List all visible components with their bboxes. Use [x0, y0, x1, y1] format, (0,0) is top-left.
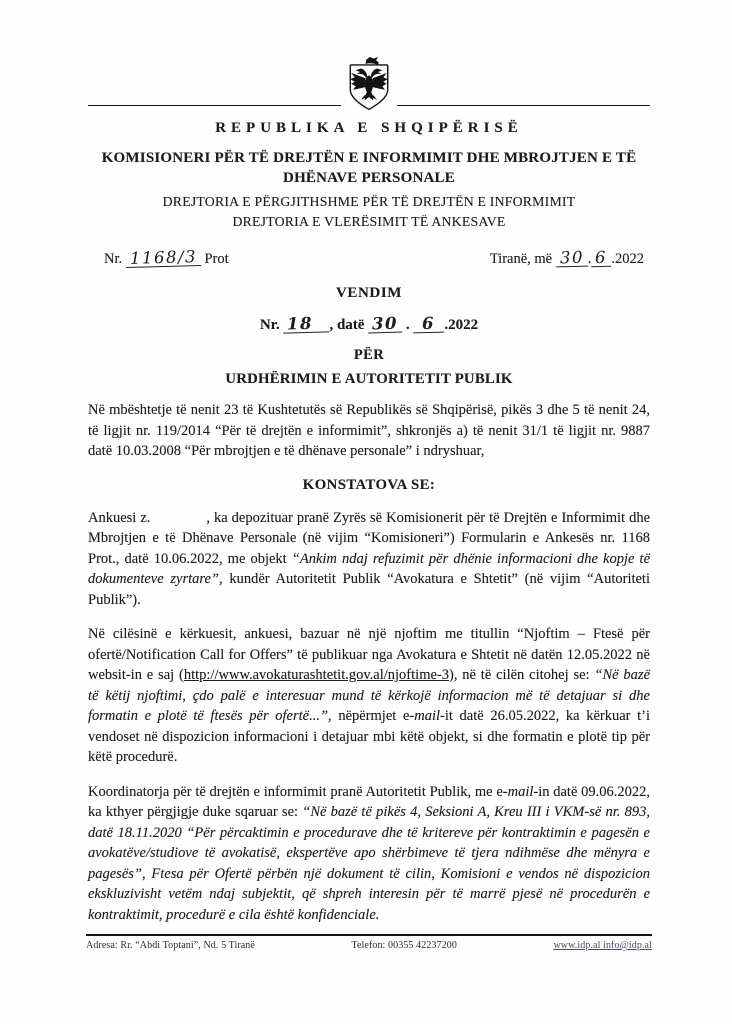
- directorate-general: DREJTORIA E PËRGJITHSHME PËR TË DREJTËN E INFORMIMIT: [162, 194, 576, 209]
- decision-month-handwritten: 6: [413, 317, 444, 334]
- footer-website-link[interactable]: www.idp.al info@idp.al: [553, 940, 652, 951]
- date-year: .2022: [611, 251, 644, 267]
- decision-number-line: [88, 313, 650, 334]
- decision-dot: .: [405, 317, 410, 333]
- page-footer: [86, 934, 652, 951]
- request-quote-italic: “Në bazë të këtij njoftimi, çdo palë e interesuar mund të kërkojë informacion më të detajuar si dhe formatin e plotë të ftesës për ofertë...”: [88, 667, 650, 724]
- paragraph-reply: [88, 782, 650, 926]
- footer-phone: Telefon: 00355 42237200: [351, 940, 457, 951]
- header-rule-right: [397, 105, 650, 106]
- institution-name: [88, 148, 650, 188]
- decision-title: VENDIM: [335, 285, 403, 301]
- text-run: , ka depozituar pranë Zyrës së Komisionerit për të Drejtën e Informimit dhe Mbrojtjen e të Dhënave Personale (në vijim “Komisioneri”) Formularin e Ankesës nr. 1168 Prot., datë 10.06.2022, me objekt: [88, 509, 651, 567]
- directorate-complaints: DREJTORIA E VLERËSIMIT TË ANKESAVE: [232, 214, 506, 229]
- text-run: ), në të cilën citohej se:: [448, 667, 595, 683]
- text-run: , nëpërmjet e-: [328, 708, 415, 724]
- date-month-handwritten: 6: [591, 251, 611, 268]
- footer-address: Adresa: Rr. “Abdi Toptani”, Nd. 5 Tiranë: [86, 940, 255, 951]
- place-date: [489, 247, 644, 268]
- reply-quote-italic: “Në bazë të pikës 4, Seksioni A, Kreu III i VKM-së nr. 893, datë 18.11.2020 “Për përcaktimin e procedurave dhe të kritereve për kontraktimin e pagesën e avokatëve/studiove të avokatisë, ekspertëve apo shërbimeve të tjera ndihmëse dhe mënyra e pagesës”, Ftesa për Ofertë përbën një dokument të cilin, Komisioni e vendos në dispozicion ekskluzivisht vetëm ndaj subjektit, që shpreh interesin për të marrë pjesë në procedurën e kontraktimit, procedurë e cila është konfidenciale.: [88, 804, 651, 923]
- protocol-number: [104, 247, 229, 268]
- paragraph-request: [88, 624, 650, 768]
- text-run: , kundër Autoritetit Publik “Avokatura e Shtetit” (në vijim “Autoriteti Publik”).: [88, 571, 650, 608]
- decision-nr-label: Nr.: [259, 317, 280, 333]
- text-run: -in datë 09.06.2022, ka kthyer përgjigje duke sqaruar se:: [88, 783, 650, 820]
- institution-line2: DHËNAVE PERSONALE: [283, 170, 455, 186]
- reference-row: [88, 247, 650, 268]
- paragraph-legal-basis: Në mbështetje të nenit 23 të Kushtetutës së Republikës së Shqipërisë, pikës 3 dhe 5 të nenit 24, të ligjit nr. 119/2014 “Për të drejtën e informimit”, shkronjës a) të nenit 31/1 të ligjit nr. 9887 datë 10.03.2008 “Për mbrojtjen e të dhënave personale” i ndryshuar,: [88, 402, 650, 459]
- protocol-nr-handwritten: 1168/3: [126, 250, 201, 268]
- complaint-object-italic: “Ankim ndaj refuzimit për dhënie informacioni dhe kopje të dokumenteve zyrtare”: [88, 550, 651, 587]
- albanian-eagle-crest-icon: [344, 56, 394, 113]
- decision-day-handwritten: 30: [368, 317, 402, 334]
- decision-year: .2022: [444, 317, 479, 333]
- header-rule-left: [88, 105, 341, 106]
- decision-nr-handwritten: 18: [283, 316, 329, 333]
- protocol-nr-label: Nr.: [104, 251, 123, 267]
- konstatova-heading: KONSTATOVA SE:: [302, 476, 436, 493]
- paragraph-complaint: [88, 508, 650, 611]
- place-date-label: Tiranë, më: [489, 251, 553, 267]
- avokatura-url-link[interactable]: http://www.avokaturashtetit.gov.al/njoftime-3: [183, 667, 449, 683]
- date-day-handwritten: 30: [556, 251, 588, 268]
- date-separator: .: [587, 251, 592, 267]
- decision-date-label: , datë: [329, 317, 365, 333]
- decision-subject: URDHËRIMIN E AUTORITETIT PUBLIK: [225, 371, 513, 387]
- email-word-italic: mail: [414, 708, 440, 724]
- institution-line1: KOMISIONERI PËR TË DREJTËN E INFORMIMIT DHE MBROJTJEN E TË: [101, 150, 637, 166]
- text-run: Ankuesi z.: [88, 509, 151, 526]
- per-label: PËR: [353, 347, 385, 363]
- text-run: -it datë 26.05.2022, ka kërkuar t’i vendoset në dispozicion informacioni i detajuar mbi këtë objekt, si dhe formatin e plotë tip për këtë procedurë.: [88, 708, 651, 765]
- protocol-prot-label: Prot: [204, 251, 229, 267]
- email-word-italic: mail: [507, 783, 534, 800]
- text-run: Koordinatorja për të drejtën e informimit pranë Autoritetit Publik, me e-: [88, 783, 508, 800]
- republic-title: REPUBLIKA E SHQIPËRISË: [215, 120, 523, 136]
- text-run: Në cilësinë e kërkuesit, ankuesi, bazuar në një njoftim me titullin “Njoftim – Ftesë për ofertë/Notification Call for Offers” të publikuar nga Avokatura e Shtetit në datën 12.05.2022 në websit-in e saj (: [88, 626, 650, 683]
- header-emblem-row: [88, 56, 650, 113]
